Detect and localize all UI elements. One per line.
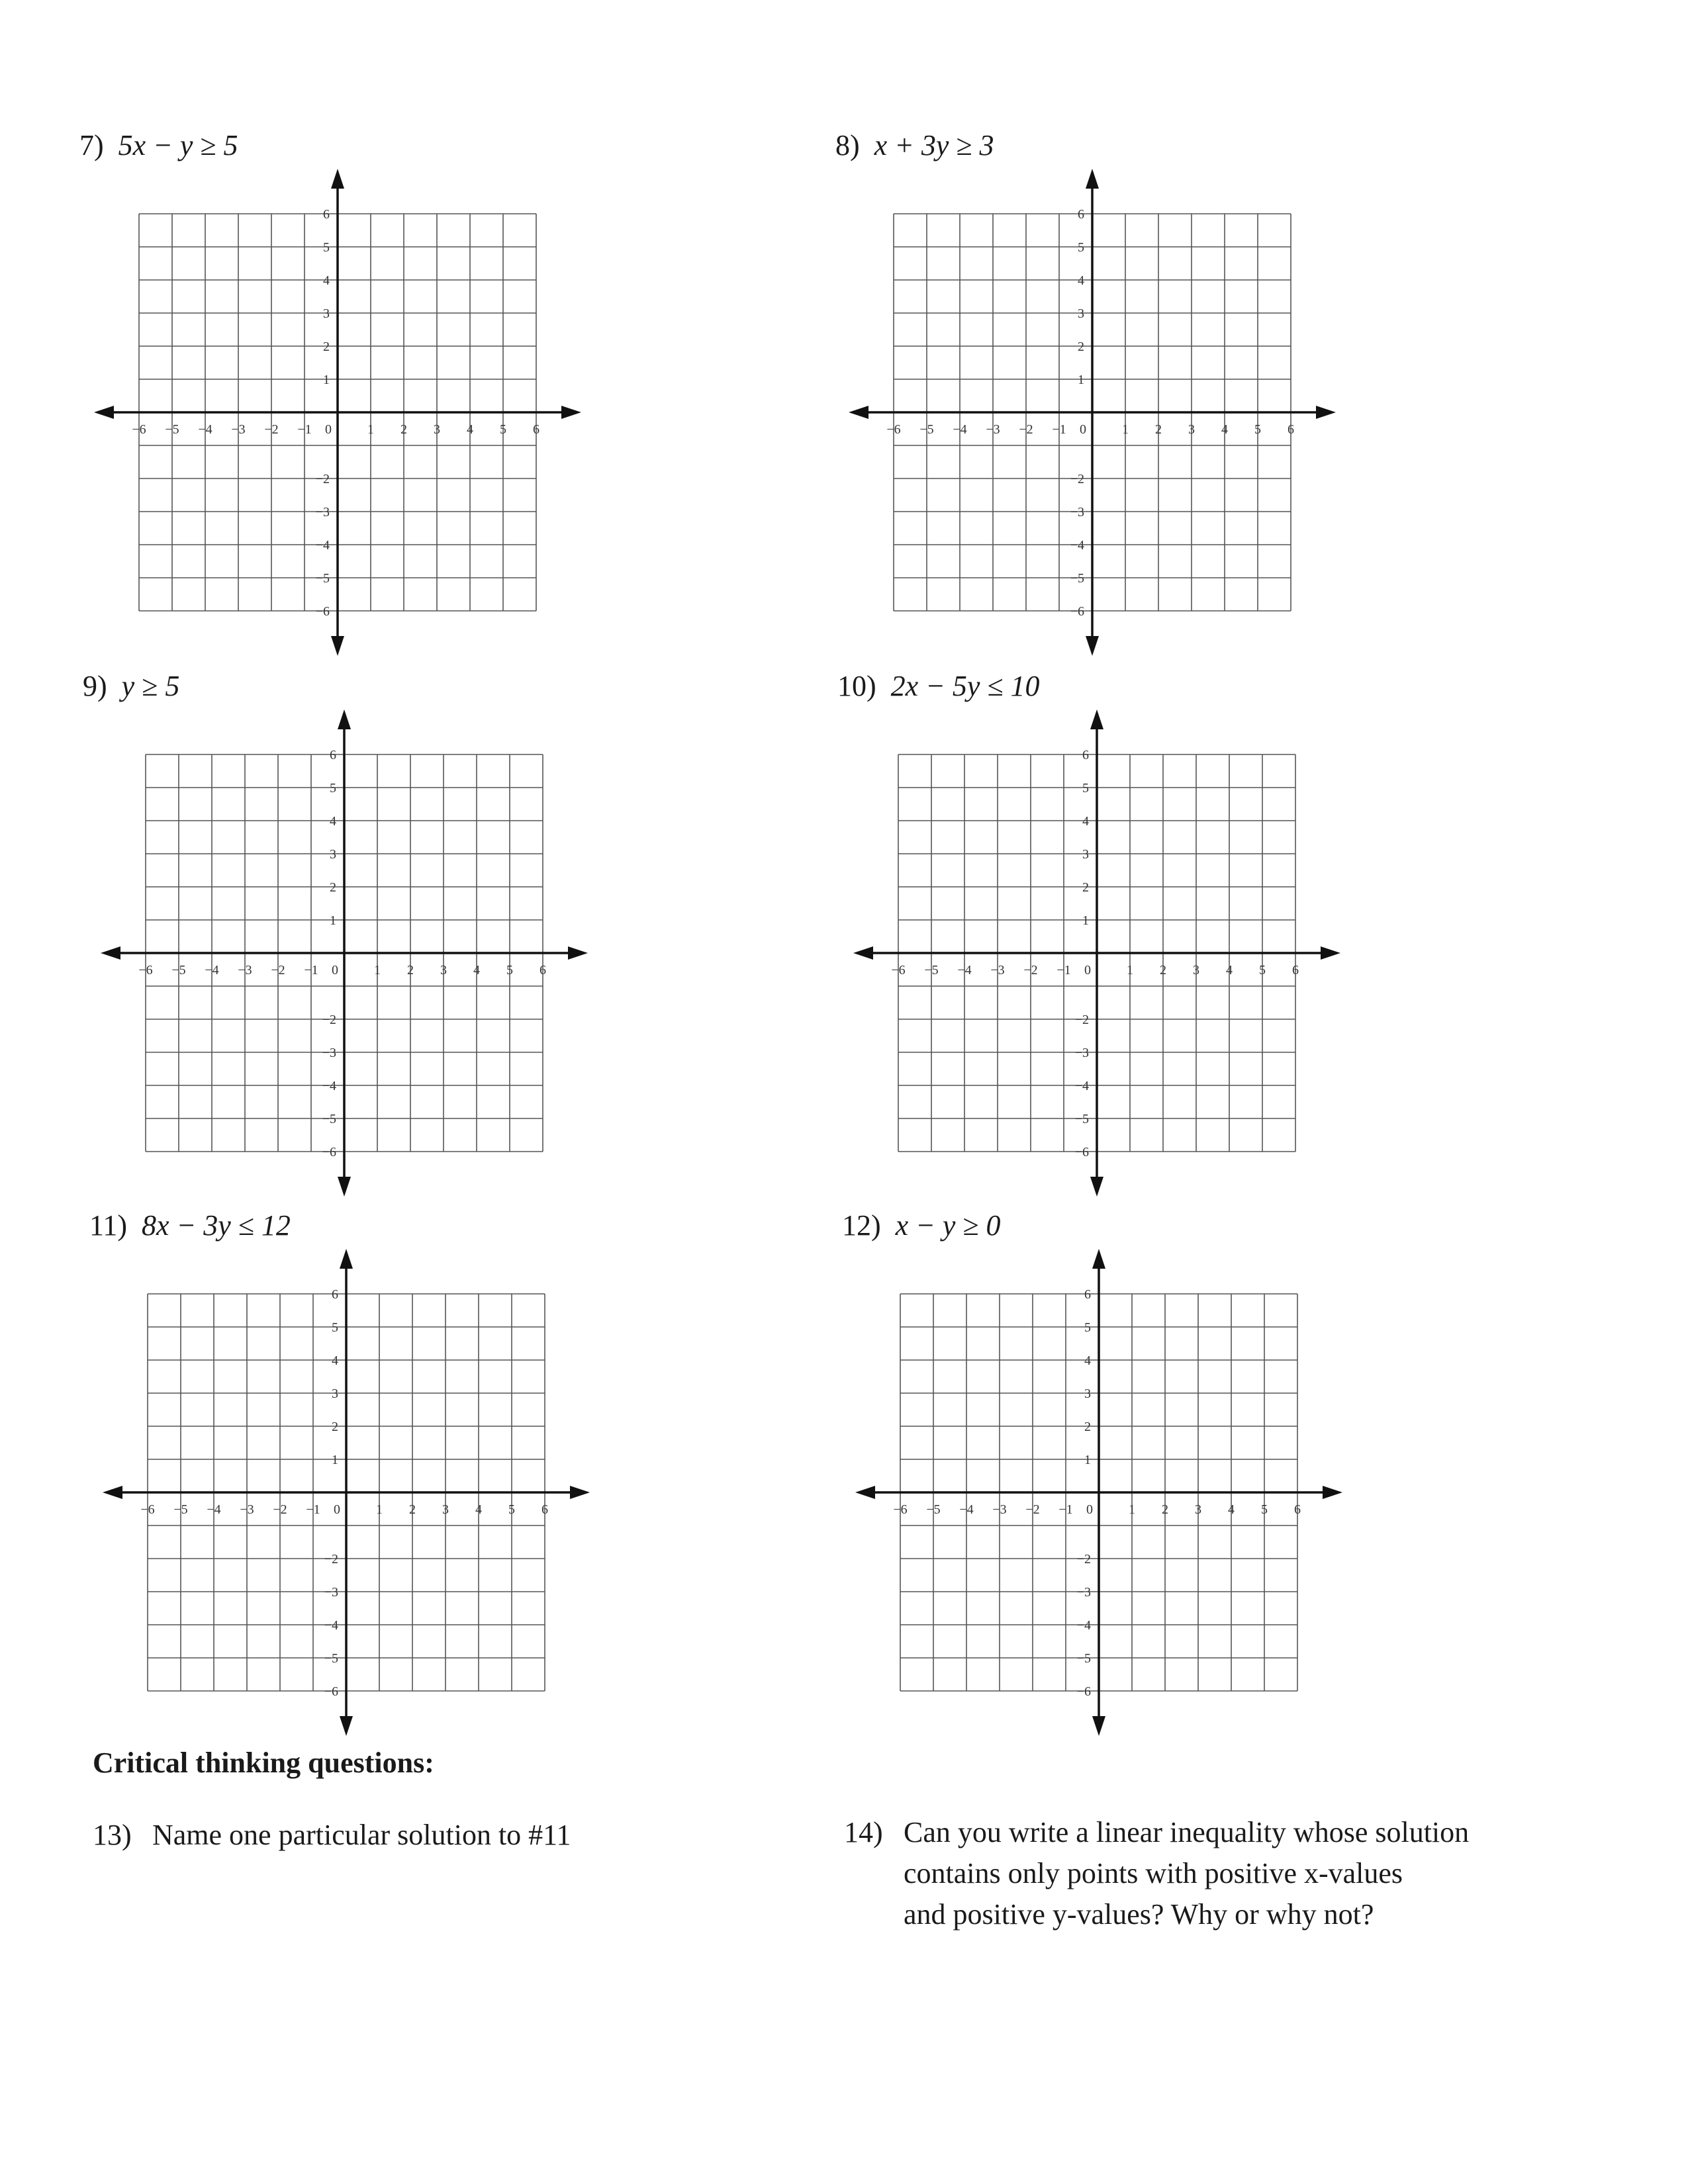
x-tick-label: −5 bbox=[926, 1502, 941, 1517]
problem-inequality: y ≥ 5 bbox=[121, 670, 180, 702]
y-tick-label: 4 bbox=[332, 1353, 338, 1368]
y-tick-label: 6 bbox=[1078, 207, 1084, 222]
x-tick-label: −2 bbox=[1025, 1502, 1040, 1517]
x-tick-label: −1 bbox=[304, 963, 318, 978]
y-tick-label: −5 bbox=[324, 1651, 338, 1666]
x-tick-label: −2 bbox=[1023, 963, 1038, 978]
x-tick-label: −3 bbox=[992, 1502, 1007, 1517]
coordinate-grid-9 bbox=[73, 682, 616, 1224]
y-tick-label: −2 bbox=[324, 1552, 338, 1567]
arrow-up-icon bbox=[340, 1249, 353, 1269]
problem-inequality: x + 3y ≥ 3 bbox=[874, 129, 994, 161]
y-tick-label: 2 bbox=[1082, 880, 1089, 895]
x-tick-label: −2 bbox=[264, 422, 279, 437]
x-tick-label: −6 bbox=[132, 422, 146, 437]
y-tick-label: −4 bbox=[1070, 538, 1084, 553]
x-tick-label: 4 bbox=[475, 1502, 482, 1517]
x-tick-label: −1 bbox=[1058, 1502, 1073, 1517]
arrow-up-icon bbox=[331, 169, 344, 189]
x-tick-label: 1 bbox=[1129, 1502, 1135, 1517]
y-tick-label: −2 bbox=[1076, 1552, 1091, 1567]
x-tick-label: 2 bbox=[400, 422, 407, 437]
arrow-left-icon bbox=[849, 406, 868, 419]
y-tick-label: −5 bbox=[1074, 1112, 1089, 1126]
x-tick-label: −4 bbox=[957, 963, 972, 978]
x-tick-label: 3 bbox=[1193, 963, 1199, 978]
y-tick-label: 5 bbox=[332, 1320, 338, 1335]
x-tick-label: −6 bbox=[138, 963, 153, 978]
arrow-up-icon bbox=[1086, 169, 1099, 189]
x-tick-label: −6 bbox=[140, 1502, 155, 1517]
x-tick-label: 6 bbox=[541, 1502, 548, 1517]
arrow-left-icon bbox=[101, 946, 120, 960]
x-tick-label: 1 bbox=[1122, 422, 1129, 437]
problem-inequality: 8x − 3y ≤ 12 bbox=[142, 1209, 291, 1242]
arrow-right-icon bbox=[1323, 1486, 1342, 1499]
arrow-left-icon bbox=[855, 1486, 875, 1499]
origin-label: 0 bbox=[332, 963, 338, 978]
x-tick-label: −6 bbox=[891, 963, 906, 978]
x-tick-label: 6 bbox=[1288, 422, 1294, 437]
x-tick-label: −1 bbox=[1052, 422, 1066, 437]
x-tick-label: 3 bbox=[1188, 422, 1195, 437]
y-tick-label: −6 bbox=[324, 1684, 338, 1699]
x-tick-label: 4 bbox=[1226, 963, 1233, 978]
arrow-right-icon bbox=[1316, 406, 1336, 419]
y-tick-label: −2 bbox=[1070, 472, 1084, 486]
y-tick-label: 5 bbox=[1084, 1320, 1091, 1335]
y-tick-label: −6 bbox=[322, 1145, 336, 1160]
y-tick-label: 5 bbox=[330, 781, 336, 796]
y-tick-label: −4 bbox=[324, 1618, 338, 1633]
x-tick-label: −3 bbox=[240, 1502, 254, 1517]
x-tick-label: 6 bbox=[1294, 1502, 1301, 1517]
problem-number: 11) bbox=[89, 1209, 128, 1242]
y-tick-label: −3 bbox=[1076, 1585, 1091, 1600]
y-tick-label: −5 bbox=[322, 1112, 336, 1126]
y-tick-label: 1 bbox=[1078, 373, 1084, 387]
y-tick-label: 4 bbox=[323, 273, 330, 288]
y-tick-label: 3 bbox=[1078, 306, 1084, 321]
x-tick-label: 2 bbox=[409, 1502, 416, 1517]
y-tick-label: −4 bbox=[315, 538, 330, 553]
x-tick-label: −3 bbox=[231, 422, 246, 437]
x-tick-label: −1 bbox=[1056, 963, 1071, 978]
arrow-right-icon bbox=[1321, 946, 1340, 960]
question-13 bbox=[93, 1815, 688, 1861]
y-tick-label: −3 bbox=[322, 1046, 336, 1060]
origin-label: 0 bbox=[1084, 963, 1091, 978]
origin-label: 0 bbox=[334, 1502, 340, 1517]
x-tick-label: 3 bbox=[1195, 1502, 1201, 1517]
y-tick-label: 1 bbox=[1084, 1453, 1091, 1467]
y-tick-label: 5 bbox=[323, 240, 330, 255]
y-tick-label: 3 bbox=[323, 306, 330, 321]
arrow-up-icon bbox=[1092, 1249, 1105, 1269]
x-tick-label: 4 bbox=[467, 422, 473, 437]
arrow-down-icon bbox=[338, 1177, 351, 1197]
y-tick-label: 5 bbox=[1078, 240, 1084, 255]
question-13-number: 13) bbox=[93, 1819, 132, 1851]
problem-number: 10) bbox=[837, 670, 876, 702]
x-tick-label: 6 bbox=[533, 422, 539, 437]
x-tick-label: 5 bbox=[506, 963, 513, 978]
arrow-down-icon bbox=[340, 1716, 353, 1736]
arrow-left-icon bbox=[103, 1486, 122, 1499]
question-14-number: 14) bbox=[844, 1816, 883, 1848]
y-tick-label: −2 bbox=[1074, 1013, 1089, 1027]
y-tick-label: −5 bbox=[1076, 1651, 1091, 1666]
y-tick-label: 6 bbox=[330, 748, 336, 762]
arrow-left-icon bbox=[853, 946, 873, 960]
x-tick-label: −5 bbox=[171, 963, 186, 978]
y-tick-label: 2 bbox=[332, 1420, 338, 1434]
y-tick-label: −3 bbox=[315, 505, 330, 520]
y-tick-label: 4 bbox=[1084, 1353, 1091, 1368]
arrow-right-icon bbox=[568, 946, 588, 960]
y-tick-label: −4 bbox=[322, 1079, 336, 1093]
coordinate-grid-11 bbox=[75, 1221, 618, 1764]
y-tick-label: 6 bbox=[323, 207, 330, 222]
coordinate-grid-8 bbox=[821, 141, 1364, 684]
x-tick-label: 3 bbox=[442, 1502, 449, 1517]
arrow-down-icon bbox=[1090, 1177, 1103, 1197]
y-tick-label: 2 bbox=[330, 880, 336, 895]
y-tick-label: −5 bbox=[1070, 571, 1084, 586]
y-tick-label: −6 bbox=[315, 604, 330, 619]
problem-number: 12) bbox=[842, 1209, 881, 1242]
arrow-down-icon bbox=[331, 636, 344, 656]
arrow-down-icon bbox=[1086, 636, 1099, 656]
y-tick-label: 2 bbox=[323, 340, 330, 354]
y-tick-label: −4 bbox=[1076, 1618, 1091, 1633]
x-tick-label: −2 bbox=[1019, 422, 1033, 437]
y-tick-label: −3 bbox=[1074, 1046, 1089, 1060]
y-tick-label: 3 bbox=[1084, 1387, 1091, 1401]
problem-number: 9) bbox=[83, 670, 107, 702]
x-tick-label: −4 bbox=[198, 422, 212, 437]
y-tick-label: 6 bbox=[1084, 1287, 1091, 1302]
coordinate-grid-12 bbox=[827, 1221, 1370, 1764]
x-tick-label: 4 bbox=[1221, 422, 1228, 437]
x-tick-label: −4 bbox=[205, 963, 219, 978]
question-14-text bbox=[904, 1812, 1469, 1935]
x-tick-label: 5 bbox=[1259, 963, 1266, 978]
x-tick-label: −2 bbox=[273, 1502, 287, 1517]
x-tick-label: 5 bbox=[508, 1502, 515, 1517]
y-tick-label: 1 bbox=[332, 1453, 338, 1467]
arrow-up-icon bbox=[338, 709, 351, 729]
y-tick-label: −3 bbox=[1070, 505, 1084, 520]
x-tick-label: −5 bbox=[173, 1502, 188, 1517]
coordinate-grid-7 bbox=[66, 141, 609, 684]
problem-inequality: 5x − y ≥ 5 bbox=[118, 129, 238, 161]
x-tick-label: 5 bbox=[500, 422, 506, 437]
question-14-line: and positive y-values? Why or why not? bbox=[904, 1898, 1374, 1931]
x-tick-label: 1 bbox=[376, 1502, 383, 1517]
x-tick-label: 1 bbox=[1127, 963, 1133, 978]
x-tick-label: −3 bbox=[990, 963, 1005, 978]
coordinate-grid-10 bbox=[825, 682, 1368, 1224]
x-tick-label: 2 bbox=[1160, 963, 1166, 978]
x-tick-label: 3 bbox=[434, 422, 440, 437]
y-tick-label: −6 bbox=[1076, 1684, 1091, 1699]
y-tick-label: 4 bbox=[1078, 273, 1084, 288]
y-tick-label: 1 bbox=[330, 913, 336, 928]
y-tick-label: 2 bbox=[1084, 1420, 1091, 1434]
x-tick-label: −1 bbox=[297, 422, 312, 437]
y-tick-label: −6 bbox=[1070, 604, 1084, 619]
x-tick-label: 4 bbox=[1228, 1502, 1235, 1517]
x-tick-label: 1 bbox=[367, 422, 374, 437]
y-tick-label: 1 bbox=[1082, 913, 1089, 928]
x-tick-label: 2 bbox=[407, 963, 414, 978]
x-tick-label: −1 bbox=[306, 1502, 320, 1517]
origin-label: 0 bbox=[325, 422, 332, 437]
question-14-line: Can you write a linear inequality whose solution bbox=[904, 1816, 1470, 1848]
arrow-left-icon bbox=[94, 406, 114, 419]
y-tick-label: −6 bbox=[1074, 1145, 1089, 1160]
question-14-line: contains only points with positive x-values bbox=[904, 1857, 1403, 1889]
problem-number: 8) bbox=[835, 129, 860, 161]
origin-label: 0 bbox=[1086, 1502, 1093, 1517]
question-13-text: Name one particular solution to #11 bbox=[152, 1819, 571, 1851]
problem-inequality: 2x − 5y ≤ 10 bbox=[890, 670, 1040, 702]
x-tick-label: 2 bbox=[1162, 1502, 1168, 1517]
problem-inequality: x − y ≥ 0 bbox=[895, 1209, 1001, 1242]
question-14 bbox=[844, 1812, 1605, 1944]
y-tick-label: −3 bbox=[324, 1585, 338, 1600]
x-tick-label: −4 bbox=[953, 422, 967, 437]
y-tick-label: 4 bbox=[330, 814, 336, 829]
x-tick-label: −6 bbox=[886, 422, 901, 437]
origin-label: 0 bbox=[1080, 422, 1086, 437]
x-tick-label: 4 bbox=[473, 963, 480, 978]
y-tick-label: 6 bbox=[332, 1287, 338, 1302]
arrow-up-icon bbox=[1090, 709, 1103, 729]
x-tick-label: −2 bbox=[271, 963, 285, 978]
x-tick-label: 3 bbox=[440, 963, 447, 978]
y-tick-label: 4 bbox=[1082, 814, 1089, 829]
x-tick-label: 5 bbox=[1261, 1502, 1268, 1517]
arrow-right-icon bbox=[561, 406, 581, 419]
problem-number: 7) bbox=[79, 129, 104, 161]
y-tick-label: −2 bbox=[322, 1013, 336, 1027]
y-tick-label: 6 bbox=[1082, 748, 1089, 762]
arrow-down-icon bbox=[1092, 1716, 1105, 1736]
x-tick-label: 6 bbox=[539, 963, 546, 978]
x-tick-label: −5 bbox=[924, 963, 939, 978]
x-tick-label: −6 bbox=[893, 1502, 908, 1517]
y-tick-label: 3 bbox=[1082, 847, 1089, 862]
x-tick-label: −3 bbox=[986, 422, 1000, 437]
y-tick-label: 3 bbox=[330, 847, 336, 862]
y-tick-label: 3 bbox=[332, 1387, 338, 1401]
y-tick-label: −2 bbox=[315, 472, 330, 486]
x-tick-label: 6 bbox=[1292, 963, 1299, 978]
x-tick-label: 5 bbox=[1254, 422, 1261, 437]
x-tick-label: 1 bbox=[374, 963, 381, 978]
y-tick-label: 2 bbox=[1078, 340, 1084, 354]
x-tick-label: 2 bbox=[1155, 422, 1162, 437]
x-tick-label: −5 bbox=[919, 422, 934, 437]
x-tick-label: −5 bbox=[165, 422, 179, 437]
critical-thinking-heading: Critical thinking questions: bbox=[93, 1747, 434, 1779]
y-tick-label: −4 bbox=[1074, 1079, 1089, 1093]
arrow-right-icon bbox=[570, 1486, 590, 1499]
x-tick-label: −4 bbox=[207, 1502, 221, 1517]
x-tick-label: −4 bbox=[959, 1502, 974, 1517]
y-tick-label: 1 bbox=[323, 373, 330, 387]
y-tick-label: −5 bbox=[315, 571, 330, 586]
y-tick-label: 5 bbox=[1082, 781, 1089, 796]
x-tick-label: −3 bbox=[238, 963, 252, 978]
